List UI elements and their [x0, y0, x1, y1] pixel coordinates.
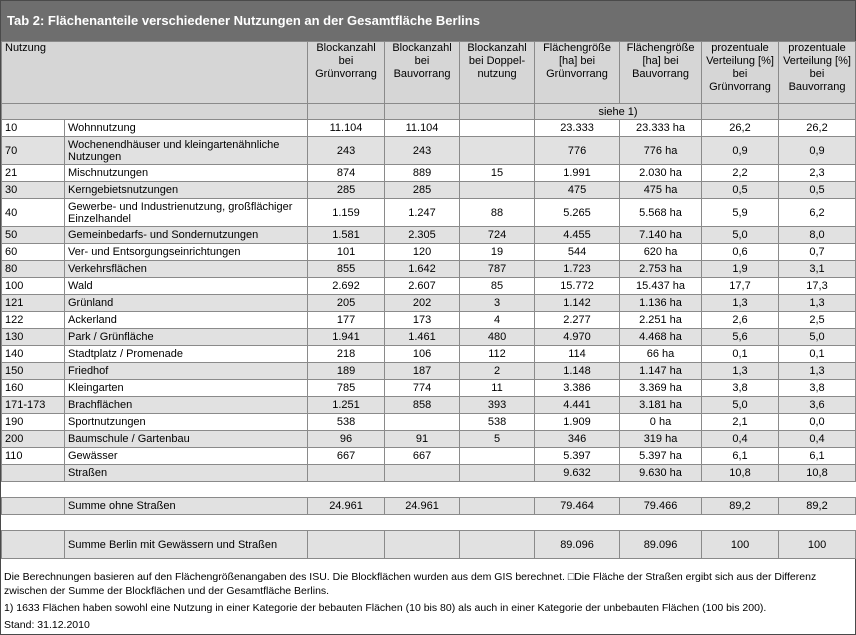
- sum2-flaeche-bau: 89.096: [620, 531, 702, 559]
- cell-block-gruen: 285: [308, 182, 385, 199]
- cell-block-doppel: 538: [460, 414, 535, 431]
- cell-flaeche-gruen: 5.265: [535, 199, 620, 227]
- row-code: 110: [2, 448, 65, 465]
- sum2-flaeche-gruen: 89.096: [535, 531, 620, 559]
- table-row: [2, 414, 856, 431]
- table-row: [2, 465, 856, 482]
- cell-pct-bau: 10,8: [779, 465, 856, 482]
- cell-block-bau: [385, 465, 460, 482]
- cell-block-doppel: 88: [460, 199, 535, 227]
- cell-pct-gruen: 5,0: [702, 227, 779, 244]
- row-name: Ver- und Entsorgungseinrichtungen: [65, 244, 308, 261]
- sum2-label: Summe Berlin mit Gewässern und Straßen: [65, 531, 308, 559]
- cell-pct-gruen: 1,9: [702, 261, 779, 278]
- cell-block-gruen: 2.692: [308, 278, 385, 295]
- row-code: 80: [2, 261, 65, 278]
- sum1-flaeche-gruen: 79.464: [535, 498, 620, 515]
- col-header-block-bau: Blockanzahl bei Bauvorrang: [385, 42, 460, 104]
- cell-block-bau: 774: [385, 380, 460, 397]
- cell-pct-bau: 0,4: [779, 431, 856, 448]
- cell-flaeche-gruen: 5.397: [535, 448, 620, 465]
- sum1-block-bau: 24.961: [385, 498, 460, 515]
- cell-pct-gruen: 3,8: [702, 380, 779, 397]
- cell-block-bau: 120: [385, 244, 460, 261]
- cell-block-doppel: 11: [460, 380, 535, 397]
- cell-block-doppel: [460, 465, 535, 482]
- cell-pct-bau: 0,0: [779, 414, 856, 431]
- row-name: Ackerland: [65, 312, 308, 329]
- sum2-block-bau: [385, 531, 460, 559]
- row-code: 50: [2, 227, 65, 244]
- cell-block-bau: 1.461: [385, 329, 460, 346]
- row-name: Park / Grünfläche: [65, 329, 308, 346]
- row-code: 190: [2, 414, 65, 431]
- cell-pct-gruen: 1,3: [702, 363, 779, 380]
- cell-flaeche-bau: 2.753 ha: [620, 261, 702, 278]
- cell-flaeche-bau: 3.369 ha: [620, 380, 702, 397]
- cell-pct-bau: 5,0: [779, 329, 856, 346]
- row-name: Wohnnutzung: [65, 120, 308, 137]
- cell-flaeche-gruen: 114: [535, 346, 620, 363]
- cell-block-gruen: 855: [308, 261, 385, 278]
- cell-pct-bau: 3,8: [779, 380, 856, 397]
- cell-block-gruen: 874: [308, 165, 385, 182]
- row-name: Kleingarten: [65, 380, 308, 397]
- cell-pct-bau: 0,1: [779, 346, 856, 363]
- cell-block-gruen: 11.104: [308, 120, 385, 137]
- cell-flaeche-bau: 475 ha: [620, 182, 702, 199]
- cell-block-gruen: 785: [308, 380, 385, 397]
- cell-block-doppel: 787: [460, 261, 535, 278]
- cell-block-gruen: 1.159: [308, 199, 385, 227]
- table-row: [2, 261, 856, 278]
- cell-flaeche-gruen: 1.148: [535, 363, 620, 380]
- cell-flaeche-gruen: 4.455: [535, 227, 620, 244]
- sum1-pct-gruen: 89,2: [702, 498, 779, 515]
- cell-block-bau: 667: [385, 448, 460, 465]
- row-name: Gewerbe- und Industrienutzung, großflächiger Einzelhandel: [65, 199, 308, 227]
- cell-pct-bau: 3,6: [779, 397, 856, 414]
- col-header-block-gruen: Blockanzahl bei Grünvorrang: [308, 42, 385, 104]
- row-code: 30: [2, 182, 65, 199]
- cell-pct-bau: 2,5: [779, 312, 856, 329]
- cell-block-bau: 1.247: [385, 199, 460, 227]
- row-name: Gemeinbedarfs- und Sondernutzungen: [65, 227, 308, 244]
- cell-block-gruen: 177: [308, 312, 385, 329]
- cell-block-gruen: 96: [308, 431, 385, 448]
- cell-pct-bau: 1,3: [779, 363, 856, 380]
- cell-flaeche-bau: 7.140 ha: [620, 227, 702, 244]
- cell-block-doppel: 3: [460, 295, 535, 312]
- cell-pct-bau: 3,1: [779, 261, 856, 278]
- cell-block-doppel: [460, 137, 535, 165]
- subheader-row: [2, 104, 856, 120]
- row-code: 40: [2, 199, 65, 227]
- cell-flaeche-bau: 5.397 ha: [620, 448, 702, 465]
- row-name: Grünland: [65, 295, 308, 312]
- col-header-flaeche-bau: Flächengröße [ha] bei Bauvorrang: [620, 42, 702, 104]
- table-row: [2, 312, 856, 329]
- table-row: [2, 182, 856, 199]
- cell-pct-gruen: 1,3: [702, 295, 779, 312]
- cell-flaeche-bau: 620 ha: [620, 244, 702, 261]
- cell-flaeche-gruen: 475: [535, 182, 620, 199]
- table-row: [2, 227, 856, 244]
- table-row: [2, 329, 856, 346]
- cell-pct-gruen: 0,1: [702, 346, 779, 363]
- table-row: [2, 380, 856, 397]
- cell-pct-gruen: 0,5: [702, 182, 779, 199]
- row-code: 100: [2, 278, 65, 295]
- cell-flaeche-gruen: 9.632: [535, 465, 620, 482]
- cell-block-bau: [385, 414, 460, 431]
- row-code: 140: [2, 346, 65, 363]
- sum2-block-gruen: [308, 531, 385, 559]
- sum1-block-gruen: 24.961: [308, 498, 385, 515]
- cell-block-doppel: 4: [460, 312, 535, 329]
- row-code: [2, 465, 65, 482]
- cell-block-bau: 2.607: [385, 278, 460, 295]
- cell-block-gruen: 667: [308, 448, 385, 465]
- cell-block-bau: 11.104: [385, 120, 460, 137]
- subheader-note: siehe 1): [535, 104, 702, 120]
- cell-flaeche-gruen: 1.142: [535, 295, 620, 312]
- cell-block-doppel: [460, 120, 535, 137]
- cell-pct-gruen: 26,2: [702, 120, 779, 137]
- table-row: [2, 448, 856, 465]
- cell-block-bau: 858: [385, 397, 460, 414]
- cell-block-doppel: [460, 182, 535, 199]
- cell-block-bau: 2.305: [385, 227, 460, 244]
- table-row: [2, 397, 856, 414]
- row-code: 121: [2, 295, 65, 312]
- sum2-block-doppel: [460, 531, 535, 559]
- data-table: [1, 41, 856, 559]
- cell-block-gruen: 1.581: [308, 227, 385, 244]
- cell-pct-gruen: 6,1: [702, 448, 779, 465]
- cell-pct-bau: 17,3: [779, 278, 856, 295]
- cell-flaeche-gruen: 346: [535, 431, 620, 448]
- cell-pct-gruen: 10,8: [702, 465, 779, 482]
- cell-block-doppel: 85: [460, 278, 535, 295]
- table-row: [2, 120, 856, 137]
- cell-pct-gruen: 17,7: [702, 278, 779, 295]
- table-row: [2, 137, 856, 165]
- cell-block-bau: 243: [385, 137, 460, 165]
- row-code: 60: [2, 244, 65, 261]
- row-name: Gewässer: [65, 448, 308, 465]
- cell-block-doppel: 480: [460, 329, 535, 346]
- cell-pct-gruen: 0,6: [702, 244, 779, 261]
- cell-block-doppel: 393: [460, 397, 535, 414]
- cell-flaeche-gruen: 4.441: [535, 397, 620, 414]
- header-row: [2, 42, 856, 104]
- row-code: 21: [2, 165, 65, 182]
- row-code: 160: [2, 380, 65, 397]
- cell-flaeche-bau: 776 ha: [620, 137, 702, 165]
- cell-pct-bau: 8,0: [779, 227, 856, 244]
- col-header-pct-bau: prozentuale Verteilung [%] bei Bauvorrang: [779, 42, 856, 104]
- table-row: [2, 295, 856, 312]
- cell-flaeche-gruen: 15.772: [535, 278, 620, 295]
- row-name: Straßen: [65, 465, 308, 482]
- cell-pct-bau: 1,3: [779, 295, 856, 312]
- cell-pct-gruen: 2,6: [702, 312, 779, 329]
- footer-note-2: 1) 1633 Flächen haben sowohl eine Nutzung in einer Kategorie der bebauten Flächen (10 bis 80) als auch in einer Kategorie der unbebauten Flächen (100 bis 200).: [4, 602, 767, 614]
- cell-flaeche-gruen: 1.909: [535, 414, 620, 431]
- sum2-pct-gruen: 100: [702, 531, 779, 559]
- cell-block-bau: 106: [385, 346, 460, 363]
- sum1-pct-bau: 89,2: [779, 498, 856, 515]
- cell-block-bau: 91: [385, 431, 460, 448]
- cell-block-bau: 889: [385, 165, 460, 182]
- cell-pct-bau: 6,2: [779, 199, 856, 227]
- cell-block-doppel: 15: [460, 165, 535, 182]
- cell-flaeche-bau: 1.147 ha: [620, 363, 702, 380]
- cell-flaeche-gruen: 2.277: [535, 312, 620, 329]
- sum2-pct-bau: 100: [779, 531, 856, 559]
- table-row: [2, 244, 856, 261]
- row-code: 10: [2, 120, 65, 137]
- col-header-block-doppel: Blockanzahl bei Doppel-nutzung: [460, 42, 535, 104]
- cell-flaeche-bau: 2.030 ha: [620, 165, 702, 182]
- row-code: 200: [2, 431, 65, 448]
- row-name: Brachflächen: [65, 397, 308, 414]
- row-name: Stadtplatz / Promenade: [65, 346, 308, 363]
- row-name: Wald: [65, 278, 308, 295]
- cell-block-gruen: 243: [308, 137, 385, 165]
- spacer-row: [2, 515, 856, 531]
- cell-block-bau: 1.642: [385, 261, 460, 278]
- cell-pct-bau: 6,1: [779, 448, 856, 465]
- cell-block-gruen: 205: [308, 295, 385, 312]
- table-row: [2, 199, 856, 227]
- cell-pct-gruen: 2,2: [702, 165, 779, 182]
- cell-flaeche-bau: 0 ha: [620, 414, 702, 431]
- cell-block-bau: 173: [385, 312, 460, 329]
- cell-flaeche-gruen: 3.386: [535, 380, 620, 397]
- col-header-flaeche-gruen: Flächengröße [ha] bei Grünvorrang: [535, 42, 620, 104]
- cell-flaeche-gruen: 23.333: [535, 120, 620, 137]
- sum1-flaeche-bau: 79.466: [620, 498, 702, 515]
- cell-block-gruen: 1.941: [308, 329, 385, 346]
- table-row: [2, 363, 856, 380]
- cell-block-doppel: 19: [460, 244, 535, 261]
- table-title: Tab 2: Flächenanteile verschiedener Nutzungen an der Gesamtfläche Berlins: [1, 1, 855, 41]
- table-row: [2, 431, 856, 448]
- cell-flaeche-bau: 3.181 ha: [620, 397, 702, 414]
- cell-block-bau: 187: [385, 363, 460, 380]
- cell-block-doppel: 2: [460, 363, 535, 380]
- cell-block-doppel: 112: [460, 346, 535, 363]
- table-row: [2, 346, 856, 363]
- sum1-label: Summe ohne Straßen: [65, 498, 308, 515]
- cell-flaeche-bau: 1.136 ha: [620, 295, 702, 312]
- cell-block-doppel: [460, 448, 535, 465]
- row-name: Verkehrsflächen: [65, 261, 308, 278]
- cell-block-gruen: 1.251: [308, 397, 385, 414]
- cell-flaeche-bau: 23.333 ha: [620, 120, 702, 137]
- cell-pct-gruen: 5,6: [702, 329, 779, 346]
- row-name: Sportnutzungen: [65, 414, 308, 431]
- col-header-nutzung: Nutzung: [2, 42, 308, 104]
- sum1-row: [2, 498, 856, 515]
- cell-pct-bau: 0,7: [779, 244, 856, 261]
- cell-pct-gruen: 5,0: [702, 397, 779, 414]
- row-name: Baumschule / Gartenbau: [65, 431, 308, 448]
- cell-block-gruen: [308, 465, 385, 482]
- cell-pct-bau: 0,5: [779, 182, 856, 199]
- cell-flaeche-bau: 15.437 ha: [620, 278, 702, 295]
- cell-flaeche-bau: 4.468 ha: [620, 329, 702, 346]
- cell-flaeche-gruen: 1.991: [535, 165, 620, 182]
- row-code: 150: [2, 363, 65, 380]
- sum2-row: [2, 531, 856, 559]
- row-name: Mischnutzungen: [65, 165, 308, 182]
- cell-block-gruen: 218: [308, 346, 385, 363]
- table-row: [2, 165, 856, 182]
- footer-note-1: Die Berechnungen basieren auf den Flächengrößenangaben des ISU. Die Blockflächen wurden aus dem GIS berechnet. □Die Fläche der Straßen ergibt sich aus der Differenz zwischen der Summe der Blockflächen und der Gesamtfläche Berlins.: [4, 571, 817, 597]
- row-code: 70: [2, 137, 65, 165]
- sum1-block-doppel: [460, 498, 535, 515]
- cell-block-gruen: 189: [308, 363, 385, 380]
- row-code: 122: [2, 312, 65, 329]
- cell-pct-bau: 0,9: [779, 137, 856, 165]
- cell-flaeche-bau: 5.568 ha: [620, 199, 702, 227]
- col-header-pct-gruen: prozentuale Verteilung [%] bei Grünvorrang: [702, 42, 779, 104]
- cell-block-gruen: 538: [308, 414, 385, 431]
- row-name: Friedhof: [65, 363, 308, 380]
- cell-block-bau: 202: [385, 295, 460, 312]
- cell-block-doppel: 5: [460, 431, 535, 448]
- cell-flaeche-gruen: 544: [535, 244, 620, 261]
- cell-pct-bau: 26,2: [779, 120, 856, 137]
- cell-block-doppel: 724: [460, 227, 535, 244]
- cell-flaeche-bau: 9.630 ha: [620, 465, 702, 482]
- cell-flaeche-gruen: 776: [535, 137, 620, 165]
- spacer-row: [2, 482, 856, 498]
- cell-flaeche-bau: 319 ha: [620, 431, 702, 448]
- row-name: Wochenendhäuser und kleingartenähnliche Nutzungen: [65, 137, 308, 165]
- cell-block-bau: 285: [385, 182, 460, 199]
- cell-flaeche-gruen: 1.723: [535, 261, 620, 278]
- footer-stand: Stand: 31.12.2010: [4, 619, 90, 631]
- cell-pct-gruen: 0,4: [702, 431, 779, 448]
- cell-flaeche-bau: 2.251 ha: [620, 312, 702, 329]
- row-name: Kerngebietsnutzungen: [65, 182, 308, 199]
- cell-pct-gruen: 5,9: [702, 199, 779, 227]
- cell-flaeche-gruen: 4.970: [535, 329, 620, 346]
- cell-block-gruen: 101: [308, 244, 385, 261]
- table-row: [2, 278, 856, 295]
- cell-flaeche-bau: 66 ha: [620, 346, 702, 363]
- row-code: 171-173: [2, 397, 65, 414]
- row-code: 130: [2, 329, 65, 346]
- cell-pct-gruen: 2,1: [702, 414, 779, 431]
- cell-pct-bau: 2,3: [779, 165, 856, 182]
- cell-pct-gruen: 0,9: [702, 137, 779, 165]
